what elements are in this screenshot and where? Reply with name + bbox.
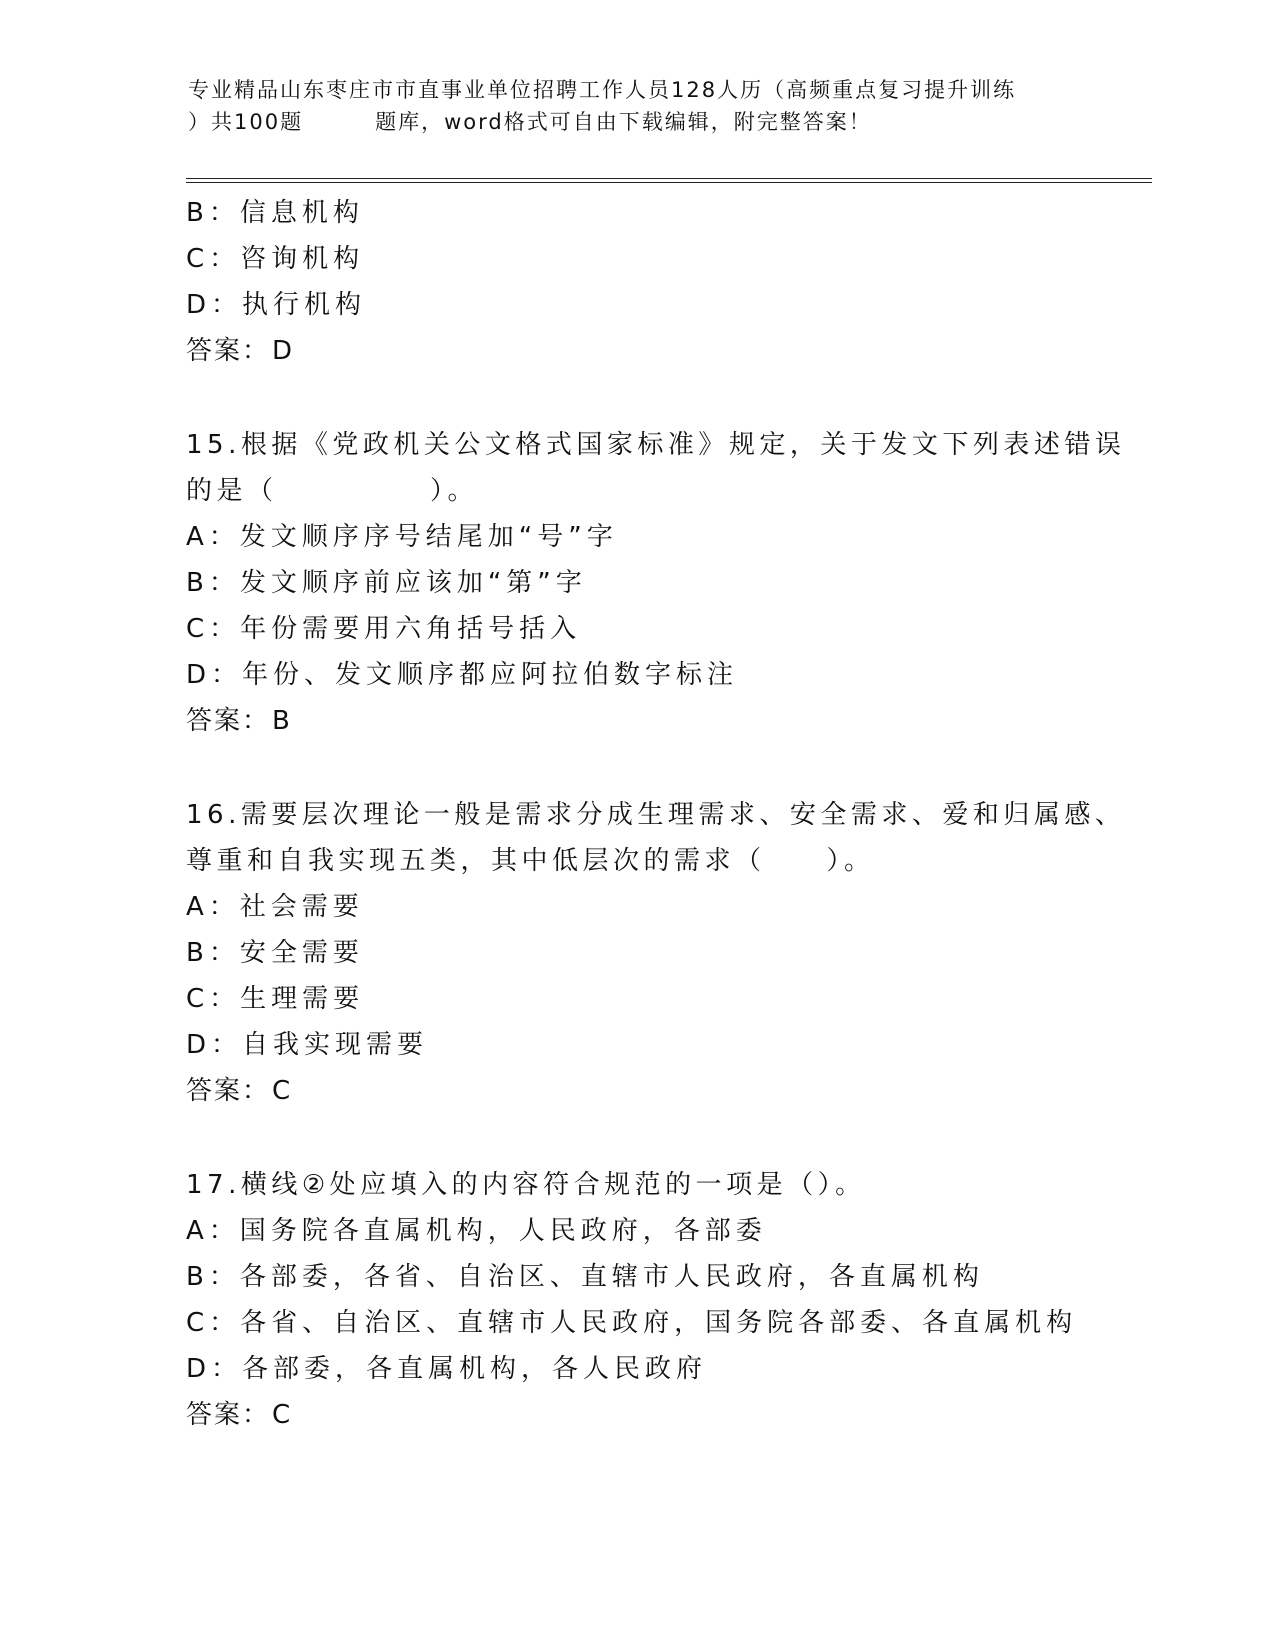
answer-value: B bbox=[272, 706, 290, 736]
option-c: C：咨询机构 bbox=[186, 244, 365, 274]
answer-value: C bbox=[272, 1400, 291, 1430]
option-b: B：各部委，各省、自治区、直辖市人民政府，各直属机构 bbox=[186, 1262, 984, 1292]
question-16 bbox=[186, 792, 1146, 1114]
answer-label: 答案： bbox=[186, 1076, 271, 1106]
question-17 bbox=[186, 1162, 1146, 1438]
option-b: B：信息机构 bbox=[186, 198, 364, 228]
question-stem-line-2: 的是（ ）。 bbox=[186, 476, 479, 506]
option-b: B：发文顺序前应该加“第”字 bbox=[186, 568, 587, 598]
header-divider-top bbox=[186, 178, 1152, 179]
header-title-line-2 bbox=[188, 106, 1088, 138]
page-header bbox=[188, 74, 1088, 138]
answer-line bbox=[186, 328, 1146, 374]
answer-value: C bbox=[272, 1076, 291, 1106]
question-stem-line-1: 17.横线②处应填入的内容符合规范的一项是（）。 bbox=[186, 1170, 866, 1200]
header-title-count: ）共100题 bbox=[188, 110, 304, 134]
answer-label: 答案： bbox=[186, 706, 271, 736]
option-c: C：年份需要用六角括号括入 bbox=[186, 614, 582, 644]
option-d: D：年份、发文顺序都应阿拉伯数字标注 bbox=[186, 660, 739, 690]
answer-label: 答案： bbox=[186, 1400, 271, 1430]
option-d: D：自我实现需要 bbox=[186, 1030, 429, 1060]
option-c: C：生理需要 bbox=[186, 984, 365, 1014]
question-stem-line-1: 15.根据《党政机关公文格式国家标准》规定，关于发文下列表述错误 bbox=[186, 430, 1126, 460]
option-a: A：国务院各直属机构，人民政府，各部委 bbox=[186, 1216, 767, 1246]
option-a: A：社会需要 bbox=[186, 892, 364, 922]
answer-value: D bbox=[272, 336, 293, 366]
answer-line bbox=[186, 698, 1146, 744]
header-title-line-1: 专业精品山东枣庄市市直事业单位招聘工作人员128人历（高频重点复习提升训练 bbox=[188, 78, 1017, 102]
question-14-continuation bbox=[186, 190, 1146, 374]
option-b: B：安全需要 bbox=[186, 938, 364, 968]
question-spacer bbox=[186, 1114, 1146, 1162]
question-spacer bbox=[186, 744, 1146, 792]
header-title-desc: 题库，word格式可自由下载编辑，附完整答案！ bbox=[375, 110, 872, 134]
option-a: A：发文顺序序号结尾加“号”字 bbox=[186, 522, 618, 552]
question-15 bbox=[186, 422, 1146, 744]
option-d: D：各部委，各直属机构，各人民政府 bbox=[186, 1354, 708, 1384]
answer-label: 答案： bbox=[186, 336, 271, 366]
option-c: C：各省、自治区、直辖市人民政府，国务院各部委、各直属机构 bbox=[186, 1308, 1078, 1338]
question-stem-line-2: 尊重和自我实现五类，其中低层次的需求（ ）。 bbox=[186, 846, 875, 876]
option-d: D：执行机构 bbox=[186, 290, 367, 320]
answer-line bbox=[186, 1068, 1146, 1114]
question-content bbox=[186, 190, 1146, 1438]
answer-line bbox=[186, 1392, 1146, 1438]
question-spacer bbox=[186, 374, 1146, 422]
question-stem-line-1: 16.需要层次理论一般是需求分成生理需求、安全需求、爱和归属感、 bbox=[186, 800, 1126, 830]
header-divider-bottom bbox=[186, 182, 1152, 183]
